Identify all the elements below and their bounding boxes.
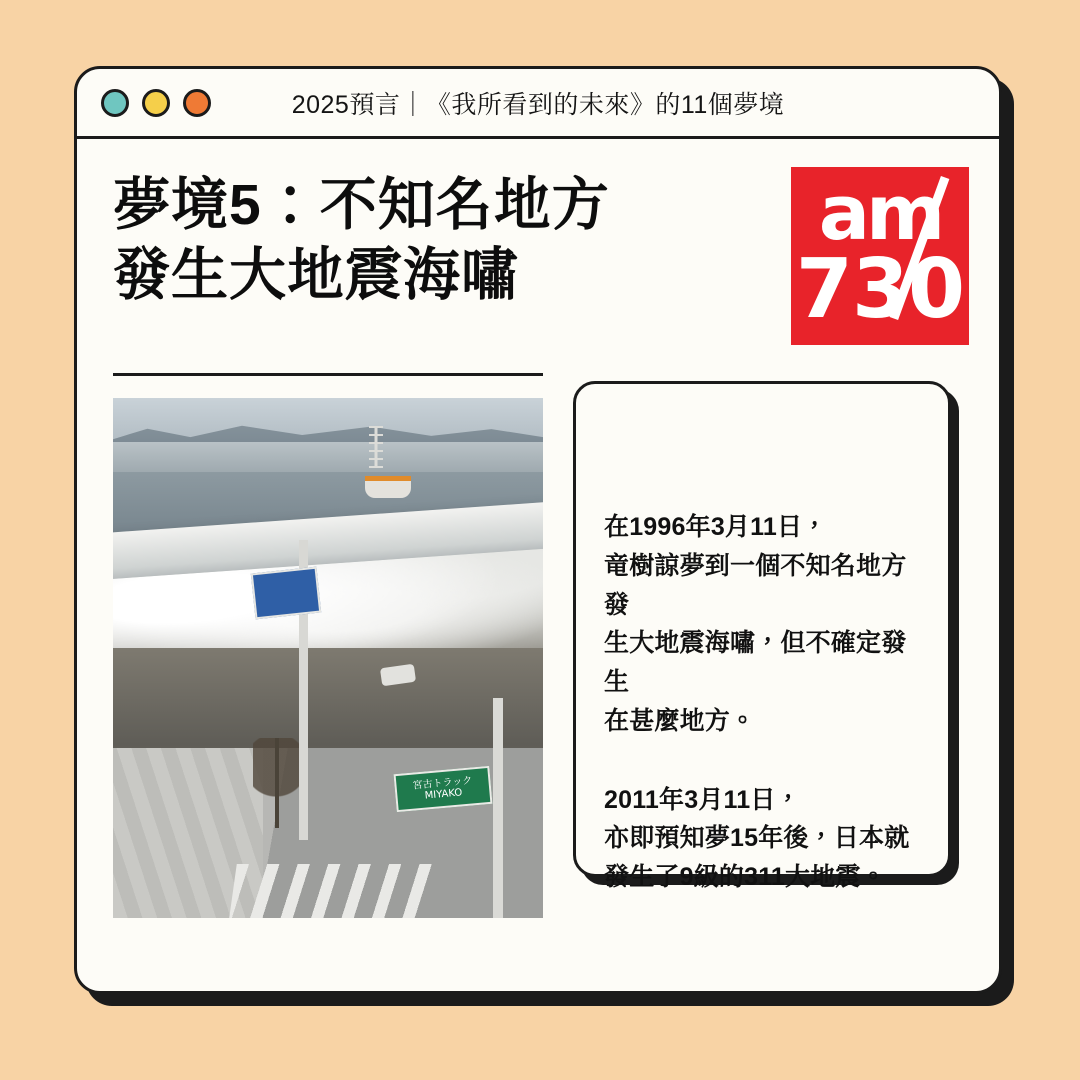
divider-rule	[113, 373, 543, 376]
photo-utility-pole-right	[493, 698, 503, 918]
article-card	[74, 66, 1002, 994]
window-controls	[101, 89, 211, 117]
logo-am-text: am	[818, 168, 942, 257]
photo-crosswalk	[229, 864, 437, 918]
traffic-light-green-icon[interactable]	[101, 89, 129, 117]
text-panel	[573, 381, 951, 891]
paragraph-2: 2011年3月11日， 亦即預知夢15年後，日本就 發生了9級的311大地震。	[604, 785, 910, 891]
photo-blue-road-sign	[251, 567, 321, 620]
page-title: 夢境5：不知名地方 發生大地震海嘯	[113, 173, 610, 307]
traffic-light-orange-icon[interactable]	[183, 89, 211, 117]
headline-row	[77, 139, 999, 345]
paragraph-1: 在1996年3月11日， 竜樹諒夢到一個不知名地方發 生大地震海嘯，但不確定發生 在甚麼地方。	[604, 513, 907, 735]
photo-tree	[253, 738, 299, 828]
traffic-light-yellow-icon[interactable]	[142, 89, 170, 117]
window-titlebar	[77, 69, 999, 139]
logo-number-text: 730	[795, 242, 965, 337]
text-column	[571, 373, 969, 918]
road-sign-line-1: 宮古トラック	[412, 774, 473, 792]
photo-radio-tower	[369, 426, 383, 468]
photo-boat	[365, 476, 411, 498]
tsunami-photo	[113, 398, 543, 918]
am730-logo	[791, 167, 969, 345]
content-row	[77, 373, 999, 918]
road-sign-line-2: MIYAKO	[424, 787, 463, 802]
window-title: 2025預言｜《我所看到的未來》的11個夢境	[291, 90, 785, 119]
photo-column	[113, 373, 543, 918]
